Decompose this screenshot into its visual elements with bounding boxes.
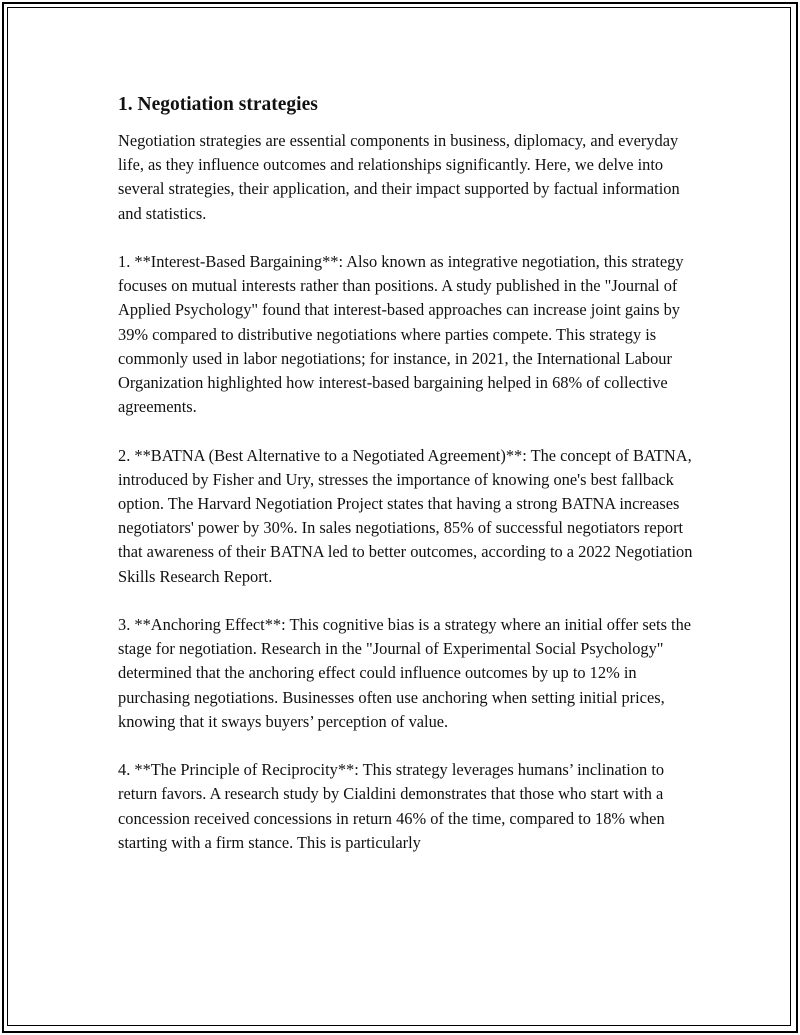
intro-paragraph: Negotiation strategies are essential components in business, diplomacy, and everyday life, as they influence outcomes and relationships significantly. Here, we delve into several strategies, their application, and their impact supported by factual information and statistics. bbox=[118, 131, 680, 223]
document-page bbox=[118, 92, 693, 879]
strategy-interest-based-bargaining: 1. **Interest-Based Bargaining**: Also known as integrative negotiation, this strategy focuses on mutual interests rather than positions. A study published in the "Journal of Applied Psychology" found that interest-based approaches can increase joint gains by 39% compared to distributive negotiations where parties compete. This strategy is commonly used in labor negotiations; for instance, in 2021, the International Labour Organization highlighted how interest-based bargaining helped in 68% of collective agreements. bbox=[118, 252, 684, 417]
strategy-anchoring-effect: 3. **Anchoring Effect**: This cognitive bias is a strategy where an initial offer sets the stage for negotiation. Research in the "Journal of Experimental Social Psychology" determined that the anchoring effect could influence outcomes by up to 12% in purchasing negotiations. Businesses often use anchoring when setting initial prices, knowing that it sways buyers’ perception of value. bbox=[118, 615, 692, 731]
section-heading: 1. Negotiation strategies bbox=[118, 94, 318, 115]
strategy-batna: 2. **BATNA (Best Alternative to a Negotiated Agreement)**: The concept of BATNA, introduced by Fisher and Ury, stresses the importance of knowing one's best fallback option. The Harvard Negotiation Project states that having a strong BATNA increases negotiators' power by 30%. In sales negotiations, 85% of successful negotiators report that awareness of their BATNA led to better outcomes, according to a 2022 Negotiation Skills Research Report. bbox=[118, 445, 693, 586]
strategy-reciprocity: 4. **The Principle of Reciprocity**: This strategy leverages humans’ inclination to return favors. A research study by Cialdini demonstrates that those who start with a concession received concessions in return 46% of the time, compared to 18% when starting with a firm stance. This is particularly bbox=[118, 760, 665, 852]
